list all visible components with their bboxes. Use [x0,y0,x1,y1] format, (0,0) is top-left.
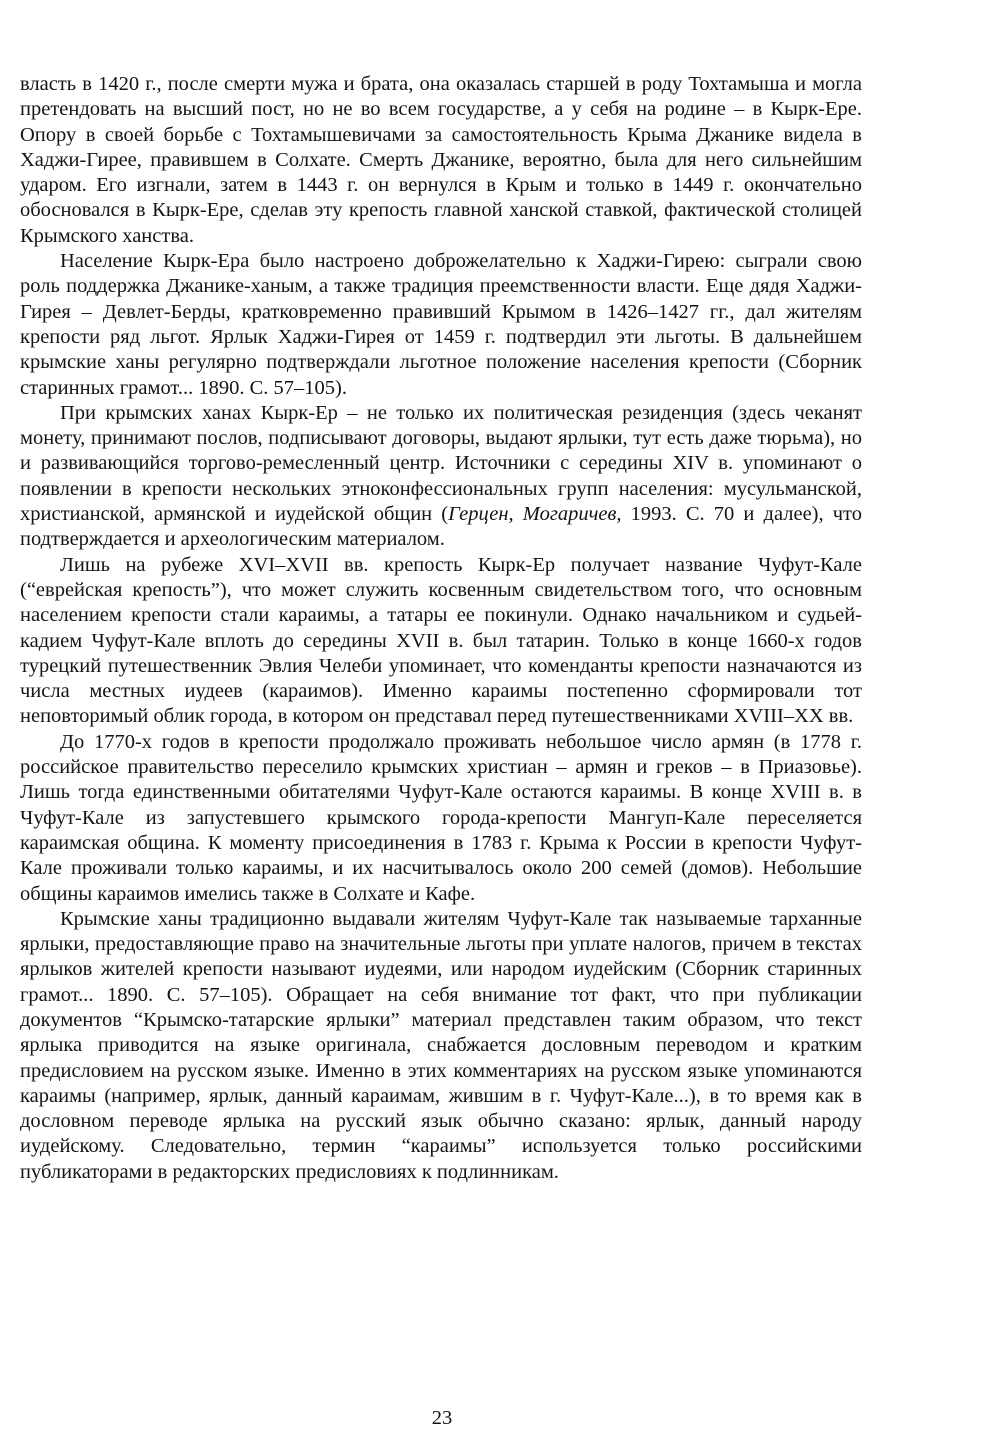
paragraph-1 [20,72,862,249]
paragraph-2-text: Население Кырк-Ера было настроено доброжелательно к Хаджи-Гирею: сыграли свою роль поддержка Джанике-ханым, а также традиция преемственности власти. Еще дядя Хаджи-Гирея – Девлет-Берды, кратковременно правивший Крымом в 1426–1427 гг., дал жителям крепости ряд льгот. Ярлык Хаджи-Гирея от 1459 г. подтвердил эти льготы. В дальнейшем крымские ханы регулярно подтверждали льготное положение населения крепости (Сборник старинных грамот... 1890. С. 57–105). [20,250,862,399]
paragraph-3-text-a: При крымских ханах Кырк-Ер – не только их политическая резиденция (здесь чеканят монету, принимают послов, подписывают договоры, выдают ярлыки, тут есть даже тюрьма), но и развивающийся торгово-ремесленный центр. Источники с середины XIV в. упоминают о появлении в крепости нескольких этноконфессиональных групп населения: мусульманской, христианской, армянской и иудейской общин ( [20,401,862,526]
paragraph-6 [20,907,862,1185]
paragraph-5-text: До 1770-х годов в крепости продолжало проживать небольшое число армян (в 1778 г. российское правительство переселило крымских христиан – армян и греков – в Приазовье). Лишь тогда единственными обитателями Чуфут-Кале остаются караимы. В конце XVIII в. в Чуфут-Кале из запустевшего крымского города-крепости Мангуп-Кале переселяется караимская община. К моменту присоединения в 1783 г. Крыма к России в крепости Чуфут-Кале проживали только караимы, и их насчитывалось около 200 семей (домов). Небольшие общины караимов имелись также в Солхате и Кафе. [20,730,862,905]
paragraph-2 [20,249,862,401]
page-number: 23 [431,1407,453,1429]
paragraph-4 [20,553,862,730]
paragraph-3-citation-authors: Герцен, Могаричев, [448,503,622,526]
paragraph-5 [20,730,862,907]
paragraph-1-text: власть в 1420 г., после смерти мужа и брата, она оказалась старшей в роду Тохтамыша и могла претендовать на высший пост, но не во всем государстве, а у себя на родине – в Кырк-Ере. Опору в своей борьбе с Тохтамышевичами за самостоятельность Крыма Джанике видела в Хаджи-Гирее, правившем в Солхате. Смерть Джанике, вероятно, была для него сильнейшим ударом. Его изгнали, затем в 1443 г. он вернулся в Крым и только в 1449 г. окончательно обосновался в Кырк-Ере, сделав эту крепость главной ханской ставкой, фактической столицей Крымского ханства. [20,73,862,247]
body-text [20,72,862,1185]
paragraph-4-text: Лишь на рубеже XVI–XVII вв. крепость Кырк-Ер получает название Чуфут-Кале (“еврейская крепость”), что может служить косвенным свидетельством того, что основным населением крепости стали караимы, а татары ее покинули. Однако начальником и судьей-кадием Чуфут-Кале вплоть до середины XVII в. был татарин. Только в конце 1660-х годов турецкий путешественник Эвлия Челеби упоминает, что коменданты крепости назначаются из числа местных иудеев (караимов). Именно караимы постепенно сформировали тот неповторимый облик города, в котором он представал перед путешественниками XVIII–XX вв. [20,553,862,728]
paragraph-3 [20,401,862,553]
paragraph-6-text: Крымские ханы традиционно выдавали жителям Чуфут-Кале так называемые тарханные ярлыки, предоставляющие право на значительные льготы при уплате налогов, причем в текстах ярлыков жителей крепости называют иудеями, или народом иудейским (Сборник старинных грамот... 1890. С. 57–105). Обращает на себя внимание тот факт, что при публикации документов “Крымско-татарские ярлыки” материал представлен таким образом, что текст ярлыка приводится на языке оригинала, снабжается дословным переводом и кратким предисловием на русском языке. Именно в этих комментариях на русском языке упоминаются караимы (например, ярлык, данный караимам, жившим в г. Чуфут-Кале...), в то время как в дословном переводе ярлыка на русский язык обычно сказано: ярлык, данный народу иудейскому. Следовательно, термин “караимы” используется только российскими публикаторами в редакторских предисловиях к подлинникам. [20,907,862,1183]
paragraph-3-text-b: 1993. С. 70 и далее), что подтверждается и археологическим материалом. [20,503,862,551]
